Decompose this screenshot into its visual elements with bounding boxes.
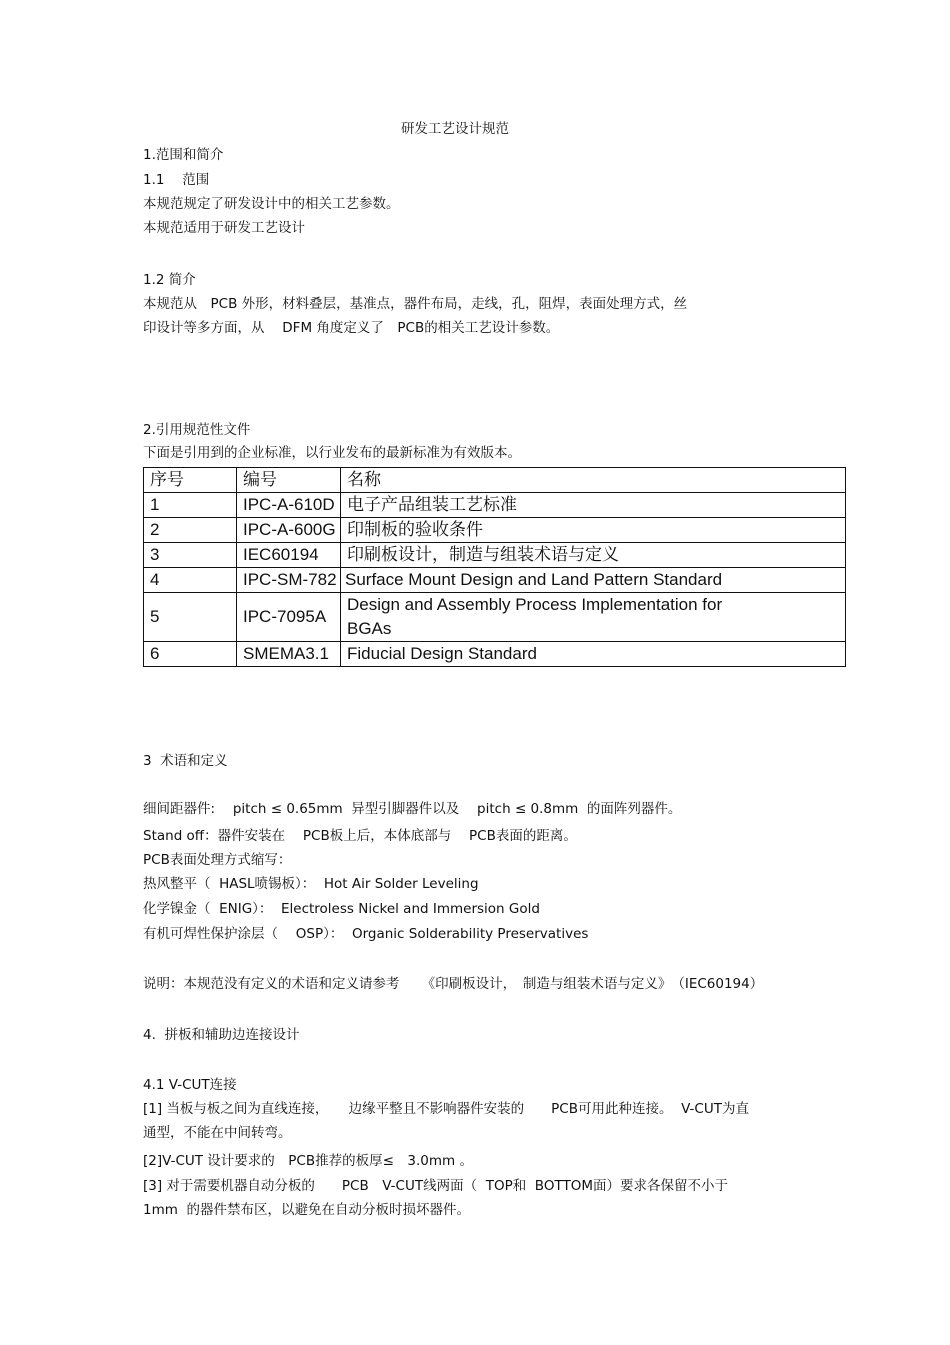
cell-index: 4 (144, 568, 237, 593)
section-1-2-para-line-2: 印设计等多方面，从 DFM 角度定义了 PCB的相关工艺设计参数。 (143, 320, 560, 336)
term-enig: 化学镍金（ ENIG）： Electroless Nickel and Immersion Gold (143, 901, 540, 917)
document-title: 研发工艺设计规范 (401, 121, 509, 137)
table-row (144, 568, 846, 593)
section-4-1-heading: 4.1 V-CUT连接 (143, 1077, 237, 1093)
section-1-1-para-1: 本规范规定了研发设计中的相关工艺参数。 (143, 196, 400, 212)
table-row (144, 543, 846, 568)
cell-index: 2 (144, 518, 237, 543)
cell-code: IPC-7095A (237, 593, 341, 642)
header-cell-code: 编号 (237, 468, 341, 493)
table-row (144, 493, 846, 518)
section-1-2-heading: 1.2 简介 (143, 272, 196, 288)
term-surface-finish-heading: PCB表面处理方式缩写： (143, 852, 292, 868)
section-4-1-para-3-line-2: 1mm 的器件禁布区，以避免在自动分板时损坏器件。 (143, 1202, 470, 1218)
section-2-intro: 下面是引用到的企业标准，以行业发布的最新标准为有效版本。 (143, 445, 521, 461)
cell-name: Fiducial Design Standard (341, 642, 846, 667)
table-header-row (144, 468, 846, 493)
term-osp: 有机可焊性保护涂层（ OSP）： Organic Solderability Preservatives (143, 926, 589, 942)
section-1-heading: 1.范围和简介 (143, 147, 224, 163)
cell-name: Surface Mount Design and Land Pattern Standard (341, 568, 846, 593)
reference-table (143, 467, 846, 667)
section-4-1-para-1-line-2: 通型，不能在中间转弯。 (143, 1125, 292, 1141)
section-4-1-para-2: [2]V-CUT 设计要求的 PCB推荐的板厚≤ 3.0mm 。 (143, 1153, 473, 1169)
cell-index: 6 (144, 642, 237, 667)
cell-code: IPC-A-610D (237, 493, 341, 518)
term-fine-pitch: 细间距器件: pitch ≤ 0.65mm 异型引脚器件以及 pitch ≤ 0.8mm 的面阵列器件。 (143, 801, 682, 817)
cell-code: IPC-A-600G (237, 518, 341, 543)
cell-name: Design and Assembly Process Implementation for BGAs (341, 593, 846, 642)
section-2-heading: 2.引用规范性文件 (143, 422, 251, 438)
section-4-1-para-1-line-1: [1] 当板与板之间为直线连接， 边缘平整且不影响器件安装的 PCB可用此种连接。 V-CUT为直 (143, 1101, 749, 1117)
cell-code: IEC60194 (237, 543, 341, 568)
cell-index: 5 (144, 593, 237, 642)
section-3-note: 说明：本规范没有定义的术语和定义请参考 《印刷板设计， 制造与组装术语与定义》 （IEC60194） (143, 976, 764, 992)
header-cell-name: 名称 (341, 468, 846, 493)
term-hasl: 热风整平（ HASL喷锡板）： Hot Air Solder Leveling (143, 876, 479, 892)
table-row (144, 518, 846, 543)
cell-name: 电子产品组装工艺标准 (341, 493, 846, 518)
table-row (144, 593, 846, 642)
term-stand-off: Stand off：器件安装在 PCB板上后，本体底部与 PCB表面的距离。 (143, 828, 577, 844)
cell-index: 1 (144, 493, 237, 518)
cell-code: IPC-SM-782 (237, 568, 341, 593)
section-3-heading: 3 术语和定义 (143, 753, 228, 769)
cell-code: SMEMA3.1 (237, 642, 341, 667)
section-4-heading: 4. 拼板和辅助边连接设计 (143, 1027, 300, 1043)
header-cell-index: 序号 (144, 468, 237, 493)
cell-name: 印刷板设计，制造与组装术语与定义 (341, 543, 846, 568)
cell-index: 3 (144, 543, 237, 568)
section-1-1-heading: 1.1 范围 (143, 172, 210, 188)
table-row (144, 642, 846, 667)
section-4-1-para-3-line-1: [3] 对于需要机器自动分板的 PCB V-CUT线两面（ TOP和 BOTTOM面）要求各保留不小于 (143, 1178, 728, 1194)
section-1-2-para-line-1: 本规范从 PCB 外形，材料叠层，基准点，器件布局，走线，孔，阻焊，表面处理方式，丝 (143, 296, 688, 312)
section-1-1-para-2: 本规范适用于研发工艺设计 (143, 220, 305, 236)
cell-name: 印制板的验收条件 (341, 518, 846, 543)
